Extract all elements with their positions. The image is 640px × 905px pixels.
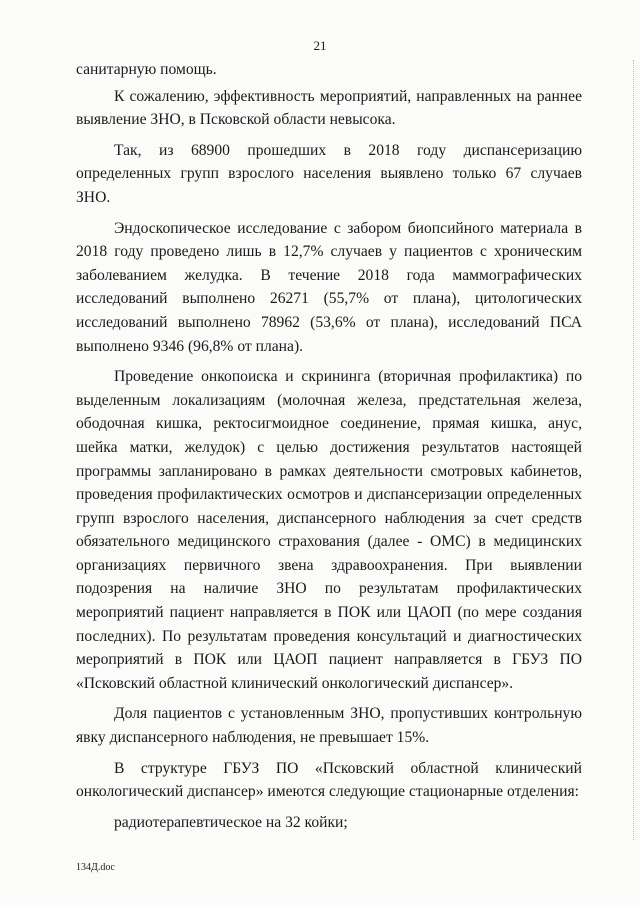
- paragraph-structure: В структуре ГБУЗ ПО «Псковский областной клинический онкологический диспансер» имеются следующие стационарные отделения:: [76, 759, 582, 801]
- paragraph-continuation: санитарную помощь.: [76, 61, 217, 78]
- scan-edge-mark: [631, 60, 634, 840]
- paragraph-department-item: радиотерапевтическое на 32 койки;: [114, 813, 348, 831]
- paragraph-efficiency: К сожалению, эффективность мероприятий, направленных на раннее выявление ЗНО, в Псковской области невысока.: [76, 87, 582, 129]
- paragraph-oncosearch: Проведение онкопоиска и скрининга (вторичная профилактика) по выделенным локализациям (молочная железа, предстательная железа, ободочная кишка, ректосигмоидное соединение, прямая кишка, анус, шейка матки, желудок) с целью достижения результатов настоящей программы запланировано в рамках деятельности смотровых кабинетов, проведения профилактических осмотров и диспансеризации определенных групп взрослого населения, диспансерного наблюдения за счет средств обязательного медицинского страхования (далее - ОМС) в медицинских организациях первичного звена здравоохранения. При выявлении подозрения на наличие ЗНО по результатам профилактических мероприятий пациент направляется в ПОК или ЦАОП (по мере создания последних). По результатам проведения консультаций и диагностических мероприятий в ПОК или ЦАОП пациент направляется в ГБУЗ ПО «Псковский областной клинический онкологический диспансер».: [76, 368, 582, 692]
- footer-filename: 134Д.doc: [76, 862, 115, 873]
- document-body: [76, 58, 582, 834]
- page-number: 21: [313, 38, 327, 53]
- paragraph-patient-share: Доля пациентов с установленным ЗНО, пропустивших контрольную явку диспансерного наблюдения, не превышает 15%.: [76, 705, 582, 747]
- paragraph-endoscopy: Эндоскопическое исследование с забором биопсийного материала в 2018 году проведено лишь в 12,7% случаев у пациентов с хроническим заболеванием желудка. В течение 2018 года маммографических исследований выполнено 26271 (55,7% от плана), цитологических исследований выполнено 78962 (53,6% от плана), исследований ПСА выполнено 9346 (96,8% от плана).: [76, 219, 582, 355]
- paragraph-screening-stats: Так, из 68900 прошедших в 2018 году диспансеризацию определенных групп взрослого населения выявлено только 67 случаев ЗНО.: [76, 141, 582, 206]
